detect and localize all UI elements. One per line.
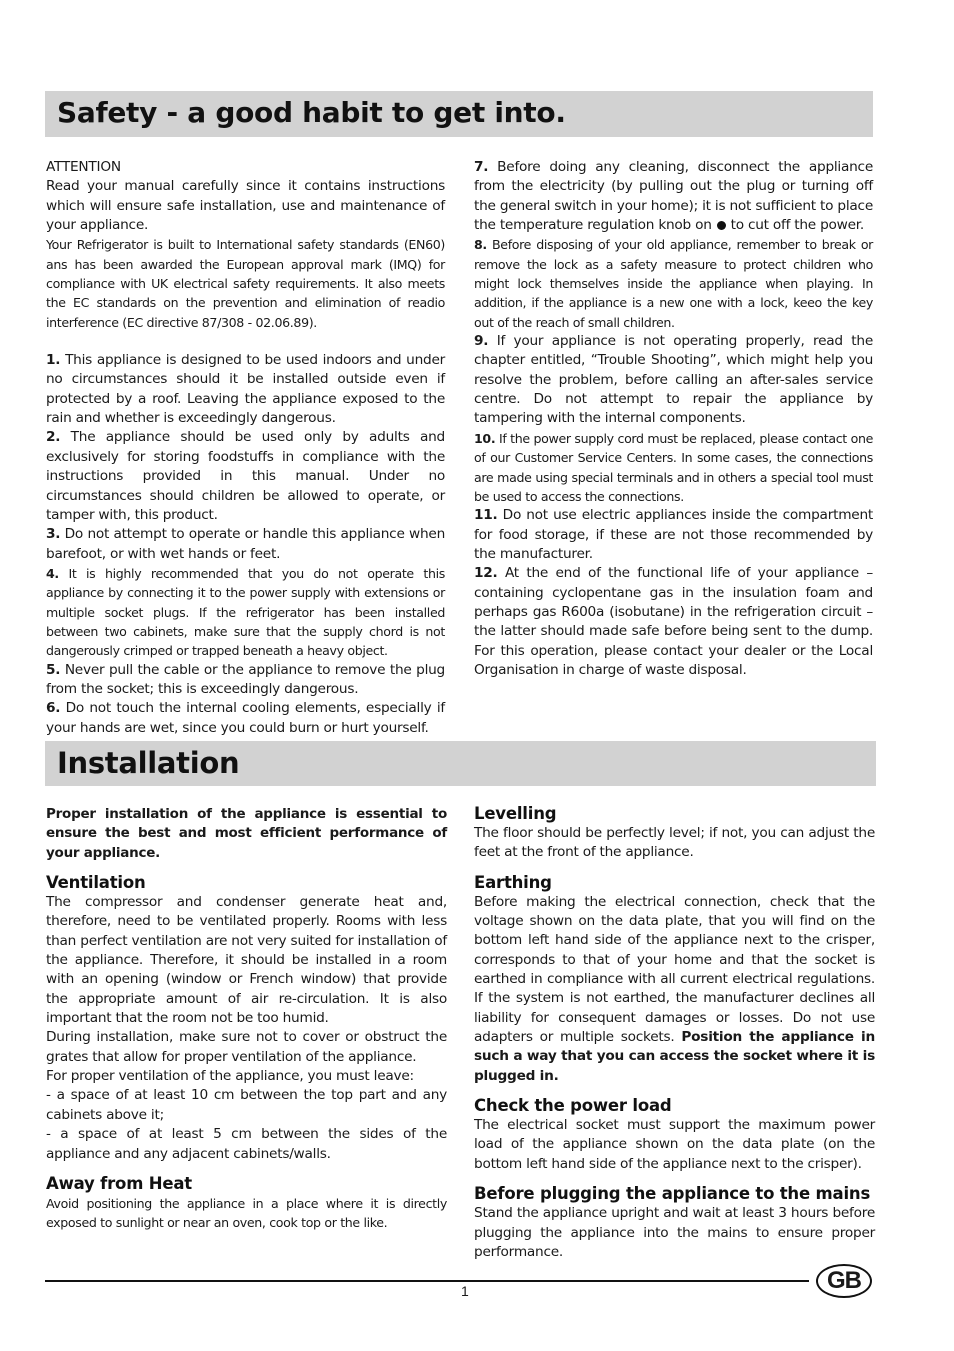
power-load-text: The electrical socket must support the maximum power load of the appliance shown on the data plate (on the bottom left hand side of the appliance next to the crisper). [474, 1117, 875, 1172]
safety-right-column [474, 158, 873, 680]
before-plugging-heading: Before plugging the appliance to the mains [474, 1184, 871, 1204]
installation-intro: Proper installation of the appliance is essential to ensure the best and most efficient performance of your appliance. [46, 806, 447, 861]
safety-title: Safety - a good habit to get into. [57, 96, 566, 129]
ventilation-paragraph-4: - a space of at least 10 cm between the top part and any cabinets above it; [46, 1087, 447, 1123]
ventilation-paragraph-1: The compressor and condenser generate heat and, therefore, need to be ventilated properly. Rooms with less than perfect ventilation are not very suited for installation of the appliance. Therefore, it should be installed in a room with an opening (window or French window) that provide the appropriate amount of air re-circulation. It is also important that the room not be too humid. [46, 894, 447, 1027]
ventilation-paragraph-3: For proper ventilation of the appliance, you must leave: [46, 1068, 414, 1085]
safety-item-4: 4. It is highly recommended that you do not operate this appliance by connecting it to the power supply with extensions or multiple socket plugs. If the refrigerator has been installed between two cabinets, make sure that the supply chord is not dangerously crimped or trapped beneath a heavy object. [46, 565, 445, 659]
ventilation-paragraph-5: - a space of at least 5 cm between the sides of the appliance and any adjacent cabinets/walls. [46, 1126, 447, 1162]
safety-item-6: 6. Do not touch the internal cooling elements, especially if your hands are wet, since you could burn or hurt yourself. [46, 700, 445, 736]
footer-rule [45, 1280, 809, 1282]
away-from-heat-text: Avoid positioning the appliance in a place where it is directly exposed to sunlight or near an oven, cook top or the like. [46, 1195, 447, 1231]
safety-left-column [46, 158, 445, 738]
safety-item-1: 1. This appliance is designed to be used indoors and under no circumstances should it be installed outside even if protected by a roof. Leaving the appliance exposed to the rain and whether is exceedingly dangerous. [46, 352, 446, 427]
safety-item-8: 8. Before disposing of your old appliance, remember to break or remove the lock as a safety measure to protect children who might lock themselves inside the appliance when playing. In addition, if the appliance is a new one with a lock, keeo the key out of the reach of small children. [474, 237, 874, 330]
ventilation-paragraph-2: During installation, make sure not to cover or obstruct the grates that allow for proper ventilation of the appliance. [46, 1029, 447, 1065]
safety-item-5: 5. Never pull the cable or the appliance to remove the plug from the socket; this is exceedingly dangerous. [46, 661, 445, 697]
attention-paragraph-2: Your Refrigerator is built to International safety standards (EN60) ans has been awarded the European approval mark (IMQ) for compliance with UK electrical safety requirements. It also meets the EC standards on the prevention and elimination of readio interference (EC directive 87/308 - 02.06.89). [46, 237, 445, 330]
before-plugging-text: Stand the appliance upright and wait at least 3 hours before plugging the appliance into the mains to ensure proper performance. [474, 1205, 875, 1260]
attention-paragraph-1: Read your manual carefully since it contains instructions which will ensure safe installation, use and maintenance of your appliance. [46, 178, 445, 234]
installation-left-column [46, 805, 447, 1233]
earthing-text: Before making the electrical connection, check that the voltage shown on the data plate, that you will find on the bottom left hand side of the appliance next to the crisper, corresponds to that of your home and that the socket is earthed in compliance with all current electrical regulations. If the system is not earthed, the manufacturer declines all liability for consequent damages or losses. Do not use adapters or multiple sockets. Position the appliance in such a way that you can access the socket where it is plugged in. [474, 893, 875, 1084]
safety-item-3: 3. Do not attempt to operate or handle this appliance when barefoot, or with wet hands or feet. [46, 526, 445, 562]
power-load-heading: Check the power load [474, 1096, 672, 1116]
page-number: 1 [461, 1283, 469, 1299]
safety-item-12: 12. At the end of the functional life of your appliance – containing cyclopentane gas in the insulation foam and perhaps gas R600a (isobutane) in the refrigeration circuit – the latter should made safe before being sent to the dump. For this operation, please contact your dealer or the Local Organisation in charge of waste disposal. [474, 565, 873, 678]
gb-language-badge: GB [816, 1264, 872, 1298]
safety-item-2: 2. The appliance should be used only by adults and exclusively for storing foodstuffs in compliance with the instructions provided in this manual. Under no circumstances should children be allowed to operate, or tamper with, this product. [46, 429, 445, 523]
safety-item-9: 9. If your appliance is not operating properly, read the chapter entitled, “Trouble Shooting”, which might help you resolve the problem, before calling an after-sales service centre. Do not attempt to repair the appliance by tampering with the internal components. [474, 333, 873, 427]
safety-item-7: 7. Before doing any cleaning, disconnect the appliance from the electricity (by pulling out the plug or turning off the general switch in your home); it is not sufficient to place the temperature regulation knob on to cut off the power. [474, 159, 873, 234]
earthing-heading: Earthing [474, 872, 552, 892]
ventilation-heading: Ventilation [46, 873, 146, 893]
attention-heading: ATTENTION [46, 159, 121, 175]
safety-item-10: 10. If the power supply cord must be replaced, please contact one of our Customer Service Centers. In some cases, the connections are made using special terminals and in others a special tool must be used to access the connections. [474, 430, 874, 504]
installation-title: Installation [57, 746, 240, 780]
safety-banner [45, 91, 873, 137]
safety-item-11: 11. Do not use electric appliances inside the compartment for food storage, if these are not those recommended by the manufacturer. [474, 507, 873, 562]
installation-banner [45, 741, 876, 786]
installation-right-column [474, 803, 875, 1262]
levelling-text: The floor should be perfectly level; if not, you can adjust the feet at the front of the appliance. [474, 825, 875, 861]
knob-off-dot-icon [717, 221, 726, 230]
away-from-heat-heading: Away from Heat [46, 1173, 192, 1193]
levelling-heading: Levelling [474, 804, 557, 823]
